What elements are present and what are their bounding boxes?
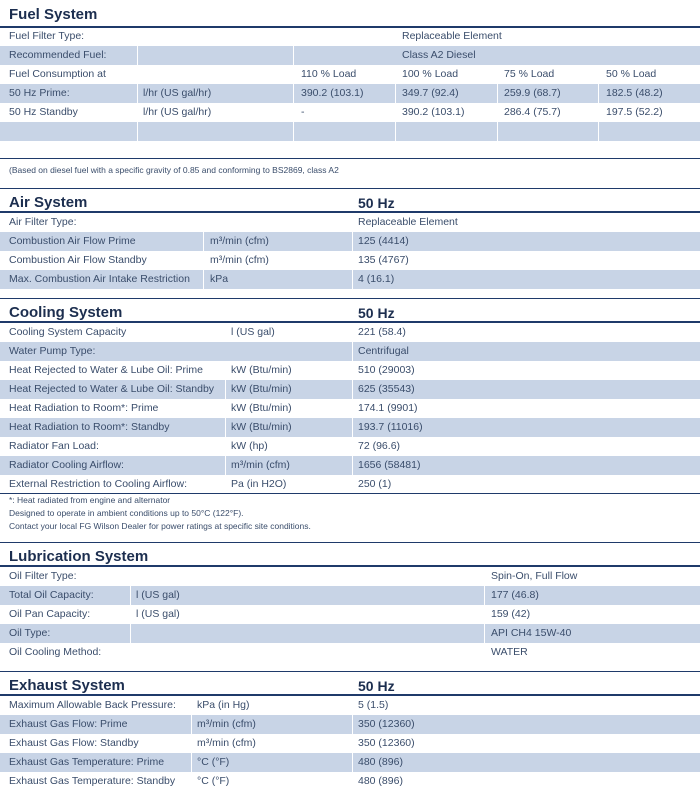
fuel-prime-label: 50 Hz Prime: [9, 87, 70, 99]
cooling-row-label: Heat Rejected to Water & Lube Oil: Prime [9, 364, 203, 376]
air-system-title: Air System [9, 194, 88, 211]
air-row-label: Air Filter Type: [9, 216, 77, 228]
fuel-standby-unit: l/hr (US gal/hr) [143, 106, 212, 118]
exhaust-row-value: 350 (12360) [358, 737, 415, 749]
cooling-row [0, 399, 700, 418]
lube-row-unit: l (US gal) [136, 608, 180, 620]
lubrication-system-title: Lubrication System [9, 548, 149, 565]
fuel-standby-100: 390.2 (103.1) [402, 106, 465, 118]
cooling-row-label: Heat Rejected to Water & Lube Oil: Standby [9, 383, 215, 395]
cell-separator [352, 270, 353, 289]
fuel-empty-row [0, 122, 700, 141]
fuel-prime-100: 349.7 (92.4) [402, 87, 459, 99]
exhaust-row-unit: kPa (in Hg) [197, 699, 250, 711]
cell-separator [352, 456, 353, 475]
fuel-standby-label: 50 Hz Standby [9, 106, 78, 118]
fuel-prime-unit: l/hr (US gal/hr) [143, 87, 212, 99]
lube-row-label: Total Oil Capacity: [9, 589, 94, 601]
air-row [0, 213, 700, 232]
lube-row-label: Oil Filter Type: [9, 570, 77, 582]
exhaust-row [0, 772, 700, 791]
load-header-50: 50 % Load [606, 68, 657, 80]
air-row-label: Combustion Air Flow Prime [9, 235, 136, 247]
air-row [0, 270, 700, 289]
exhaust-hz-label: 50 Hz [358, 678, 395, 694]
exhaust-row-label: Exhaust Gas Temperature: Standby [9, 775, 176, 787]
air-row-unit: m³/min (cfm) [210, 254, 269, 266]
air-row-unit: kPa [210, 273, 229, 285]
cell-separator [395, 122, 396, 141]
cell-separator [137, 46, 138, 65]
lube-row-label: Oil Pan Capacity: [9, 608, 91, 620]
fuel-standby-50: 197.5 (52.2) [606, 106, 663, 118]
cell-separator [497, 122, 498, 141]
air-row-value: Replaceable Element [358, 216, 458, 228]
exhaust-system-title: Exhaust System [9, 677, 125, 694]
exhaust-row-unit: m³/min (cfm) [197, 718, 256, 730]
cell-separator [352, 753, 353, 772]
cooling-note-ambient: Designed to operate in ambient conditions up to 50°C (122°F). [9, 508, 244, 518]
lube-row-value: 159 (42) [491, 608, 531, 620]
cooling-row-unit: Pa (in H2O) [231, 478, 287, 490]
lube-row [0, 624, 700, 643]
air-row [0, 232, 700, 251]
cooling-row-label: Water Pump Type: [9, 345, 96, 357]
cooling-row-label: Radiator Cooling Airflow: [9, 459, 124, 471]
load-header-100: 100 % Load [402, 68, 459, 80]
air-row-value: 4 (16.1) [358, 273, 395, 285]
cooling-row-label: Cooling System Capacity [9, 326, 127, 338]
cell-separator [203, 270, 204, 289]
cell-separator [191, 753, 192, 772]
cell-separator [598, 84, 599, 103]
fuel-filter-label: Fuel Filter Type: [9, 30, 85, 42]
cell-separator [352, 380, 353, 399]
cell-separator [225, 418, 226, 437]
cooling-row [0, 323, 700, 342]
lube-row-unit: l (US gal) [136, 589, 180, 601]
exhaust-top-rule [0, 671, 700, 672]
cooling-row-value: 250 (1) [358, 478, 392, 490]
exhaust-row-label: Maximum Allowable Back Pressure: [9, 699, 176, 711]
recommended-fuel-row [0, 46, 700, 65]
recommended-fuel-value: Class A2 Diesel [402, 49, 476, 61]
exhaust-row [0, 753, 700, 772]
load-header-75: 75 % Load [504, 68, 555, 80]
exhaust-row-value: 480 (896) [358, 756, 403, 768]
exhaust-row-unit: m³/min (cfm) [197, 737, 256, 749]
cooling-row-value: 221 (58.4) [358, 326, 406, 338]
cell-separator [352, 342, 353, 361]
lube-row [0, 605, 700, 624]
cell-separator [395, 84, 396, 103]
air-hz-label: 50 Hz [358, 195, 395, 211]
fuel-consumption-header-row [0, 65, 700, 84]
exhaust-row [0, 696, 700, 715]
air-top-rule [0, 188, 700, 189]
cooling-row-unit: kW (Btu/min) [231, 364, 292, 376]
fuel-system-title: Fuel System [9, 6, 98, 23]
fuel-prime-row [0, 84, 700, 103]
cooling-row-label: Heat Radiation to Room*: Prime [9, 402, 159, 414]
air-row-label: Combustion Air Flow Standby [9, 254, 147, 266]
cooling-row-label: External Restriction to Cooling Airflow: [9, 478, 187, 490]
lube-top-rule [0, 542, 700, 543]
cooling-system-title: Cooling System [9, 304, 123, 321]
lube-row-value: 177 (46.8) [491, 589, 539, 601]
cooling-row-unit: m³/min (cfm) [231, 459, 290, 471]
cell-separator [203, 232, 204, 251]
cooling-row-value: 72 (96.6) [358, 440, 401, 452]
cooling-row [0, 475, 700, 494]
cooling-row-unit: kW (hp) [231, 440, 268, 452]
cooling-row-value: 625 (35543) [358, 383, 415, 395]
cell-separator [293, 46, 294, 65]
cooling-row [0, 418, 700, 437]
cooling-row-unit: kW (Btu/min) [231, 383, 292, 395]
lube-row-value: API CH4 15W-40 [491, 627, 572, 639]
air-row-value: 135 (4767) [358, 254, 409, 266]
fuel-filter-row [0, 27, 700, 46]
cooling-row-value: Centrifugal [358, 345, 409, 357]
air-row-label: Max. Combustion Air Intake Restriction [9, 273, 190, 285]
cooling-hz-label: 50 Hz [358, 305, 395, 321]
fuel-note: (Based on diesel fuel with a specific gravity of 0.85 and conforming to BS2869, class A2 [9, 165, 339, 175]
cell-separator [352, 715, 353, 734]
cell-separator [497, 84, 498, 103]
cooling-row-value: 193.7 (11016) [358, 421, 423, 433]
cooling-row-label: Heat Radiation to Room*: Standby [9, 421, 170, 433]
cell-separator [484, 624, 485, 643]
cell-separator [137, 122, 138, 141]
exhaust-row-value: 480 (896) [358, 775, 403, 787]
cell-separator [598, 122, 599, 141]
fuel-prime-110: 390.2 (103.1) [301, 87, 364, 99]
load-header-110: 110 % Load [301, 68, 357, 80]
exhaust-row-label: Exhaust Gas Flow: Standby [9, 737, 139, 749]
cell-separator [293, 122, 294, 141]
cooling-notes-rule [0, 493, 700, 494]
cell-separator [225, 456, 226, 475]
cooling-row-unit: kW (Btu/min) [231, 421, 292, 433]
lube-row [0, 643, 700, 662]
air-row-unit: m³/min (cfm) [210, 235, 269, 247]
cell-separator [191, 715, 192, 734]
cell-separator [484, 586, 485, 605]
lube-row-value: Spin-On, Full Flow [491, 570, 578, 582]
fuel-prime-75: 259.9 (68.7) [504, 87, 561, 99]
fuel-standby-110: - [301, 106, 305, 118]
cooling-row-label: Radiator Fan Load: [9, 440, 99, 452]
exhaust-row-value: 350 (12360) [358, 718, 415, 730]
exhaust-row [0, 715, 700, 734]
cooling-row-unit: l (US gal) [231, 326, 275, 338]
fuel-filter-value: Replaceable Element [402, 30, 502, 42]
fuel-standby-75: 286.4 (75.7) [504, 106, 561, 118]
recommended-fuel-label: Recommended Fuel: [9, 49, 107, 61]
exhaust-row-label: Exhaust Gas Temperature: Prime [9, 756, 165, 768]
cell-separator [130, 624, 131, 643]
exhaust-row-value: 5 (1.5) [358, 699, 389, 711]
cooling-row [0, 361, 700, 380]
exhaust-row-unit: °C (°F) [197, 756, 230, 768]
cooling-row [0, 380, 700, 399]
air-row-value: 125 (4414) [358, 235, 409, 247]
lube-row [0, 567, 700, 586]
exhaust-row-unit: °C (°F) [197, 775, 230, 787]
cooling-note-heat: *: Heat radiated from engine and alternator [9, 495, 171, 505]
cell-separator [352, 232, 353, 251]
cell-separator [352, 418, 353, 437]
lube-row-label: Oil Cooling Method: [9, 646, 102, 658]
cooling-top-rule [0, 298, 700, 299]
cooling-row [0, 456, 700, 475]
fuel-consumption-label: Fuel Consumption at [9, 68, 106, 80]
cooling-row-value: 174.1 (9901) [358, 402, 418, 414]
exhaust-row-label: Exhaust Gas Flow: Prime [9, 718, 128, 730]
lube-row-value: WATER [491, 646, 528, 658]
lube-row [0, 586, 700, 605]
cooling-row [0, 342, 700, 361]
fuel-note-rule [0, 158, 700, 159]
lube-row-label: Oil Type: [9, 627, 51, 639]
cooling-row [0, 437, 700, 456]
cell-separator [130, 586, 131, 605]
air-row [0, 251, 700, 270]
cooling-note-dealer: Contact your local FG Wilson Dealer for power ratings at specific site conditions. [9, 521, 311, 531]
cell-separator [225, 380, 226, 399]
fuel-prime-50: 182.5 (48.2) [606, 87, 663, 99]
cooling-row-value: 1656 (58481) [358, 459, 421, 471]
cooling-row-value: 510 (29003) [358, 364, 415, 376]
exhaust-row [0, 734, 700, 753]
cell-separator [137, 84, 138, 103]
fuel-standby-row [0, 103, 700, 122]
cell-separator [293, 84, 294, 103]
cooling-row-unit: kW (Btu/min) [231, 402, 292, 414]
